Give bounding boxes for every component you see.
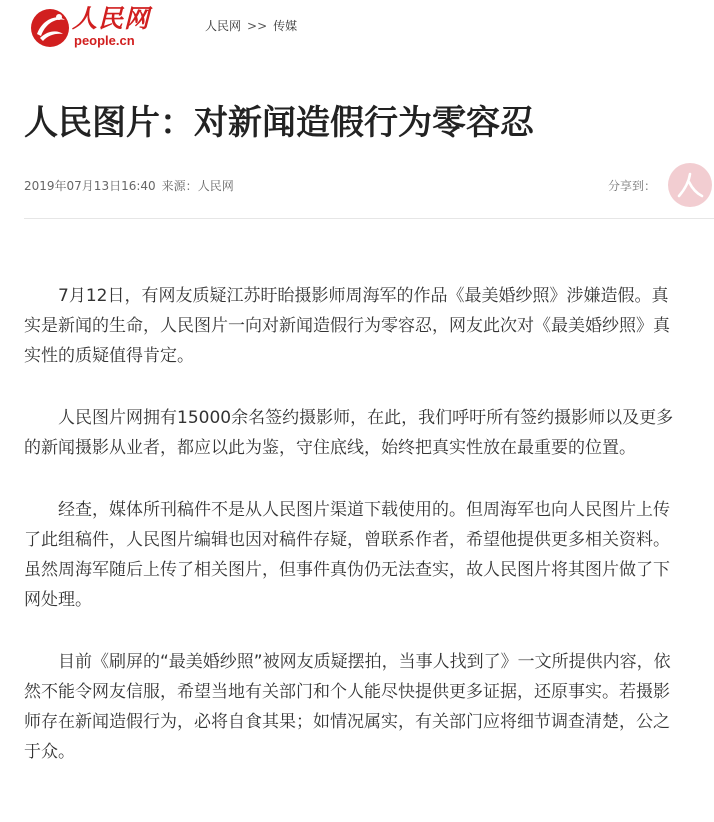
source-label: 来源： — [161, 179, 198, 193]
renmin-share-icon — [668, 163, 712, 207]
logo-english-text: people.cn — [74, 33, 135, 48]
source-link[interactable]: 人民网 — [197, 179, 234, 193]
article-paragraph: 人民图片网拥有15000余名签约摄影师，在此，我们呼吁所有签约摄影师以及更多的新闻摄影从业者，都应以此为鉴，守住底线，始终把真实性放在最重要的位置。 — [24, 408, 674, 458]
article-meta — [24, 176, 234, 196]
article-paragraph: 目前《刷屏的“最美婚纱照”被网友质疑摆拍，当事人找到了》一文所提供内容，依然不能令网友信服，希望当地有关部门和个人能尽快提供更多证据，还原事实。若摄影师存在新闻造假行为，必将自食其果；如情况属实，有关部门应将细节调查清楚，公之于众。 — [24, 652, 671, 762]
breadcrumb-section-link[interactable]: 传媒 — [273, 19, 298, 33]
share-label: 分享到： — [608, 179, 657, 193]
breadcrumb — [205, 17, 297, 35]
share-button[interactable] — [668, 163, 712, 207]
article-title: 人民图片：对新闻造假行为零容忍 — [24, 103, 534, 143]
breadcrumb-home-link[interactable]: 人民网 — [205, 19, 242, 33]
people-logo-icon — [28, 4, 72, 52]
publish-date: 2019年07月13日16:40 — [24, 179, 156, 193]
breadcrumb-separator: >> — [247, 19, 268, 33]
meta-divider — [24, 218, 714, 219]
article-paragraph: 7月12日，有网友质疑江苏盱眙摄影师周海军的作品《最美婚纱照》涉嫌造假。真实是新闻的生命，人民图片一向对新闻造假行为零容忍，网友此次对《最美婚纱照》真实性的质疑值得肯定。 — [24, 286, 670, 366]
logo-chinese-text: 人民网 — [72, 4, 151, 33]
site-logo[interactable] — [28, 4, 158, 52]
article-body — [24, 281, 684, 799]
site-header — [0, 0, 714, 70]
article-paragraph: 经查，媒体所刊稿件不是从人民图片渠道下载使用的。但周海军也向人民图片上传了此组稿件，人民图片编辑也因对稿件存疑，曾联系作者，希望他提供更多相关资料。虽然周海军随后上传了相关图片，但事件真伪仍无法查实，故人民图片将其图片做了下网处理。 — [24, 500, 670, 610]
